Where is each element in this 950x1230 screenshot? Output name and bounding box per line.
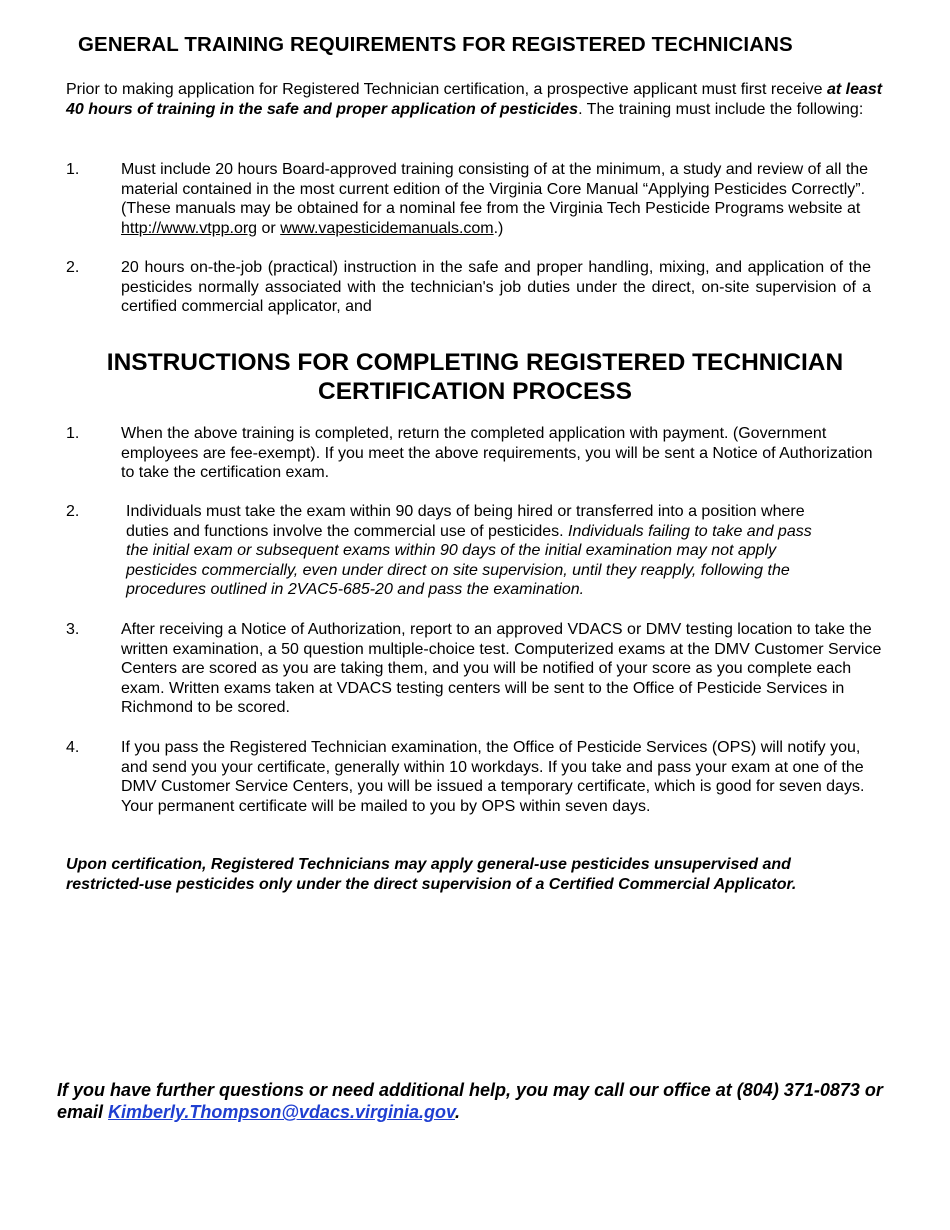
training-item-1-end: .) <box>493 219 504 237</box>
heading-training-requirements: GENERAL TRAINING REQUIREMENTS FOR REGISTERED TECHNICIANS <box>78 33 793 56</box>
training-item-text: 20 hours on-the-job (practical) instruction in the safe and proper handling, mixing, and application of the pesticides normally associated with the technician's job duties under the direct, on-site supervision of a certified commercial applicator, and <box>121 259 871 316</box>
heading-instructions-line1: INSTRUCTIONS FOR COMPLETING REGISTERED TECHNICIAN <box>106 349 844 376</box>
intro-paragraph <box>66 80 886 120</box>
intro-text-after: . The training must include the following: <box>578 101 864 118</box>
instruction-item-number: 2. <box>66 503 80 520</box>
training-item-1-between: or <box>257 219 281 237</box>
contact-help-end: . <box>455 1102 461 1122</box>
training-item-number: 1. <box>66 161 80 178</box>
instruction-item-2-italic: Individuals failing to take and pass the initial exam or subsequent exams within 90 days of the initial examination may not apply pesticides commercially, even under direct on site supervision, until they reapply, following the procedures outlined in 2VAC5-685-20 and pass the examination. <box>126 522 812 599</box>
intro-emphasis: at least 40 hours of training in the safe and proper application of pesticides <box>66 81 883 118</box>
email-link[interactable]: Kimberly.Thompson@vdacs.virginia.gov <box>108 1102 455 1122</box>
training-item-text <box>121 160 891 238</box>
instruction-item-text <box>126 502 826 600</box>
contact-help-text: If you have further questions or need additional help, you may call our office at (804) 371-0873 or email <box>57 1080 883 1122</box>
instruction-item-number: 1. <box>66 425 80 442</box>
instruction-item-number: 4. <box>66 739 80 756</box>
instruction-item-text: When the above training is completed, return the completed application with payment. (Government employees are fee-exempt). If you meet the above requirements, you will be sent a Notice of Authorization to take the certification exam. <box>121 425 873 482</box>
intro-text-before: Prior to making application for Registered Technician certification, a prospective applicant must first receive <box>66 81 827 98</box>
instruction-item-number: 3. <box>66 621 80 638</box>
heading-instructions-line2: CERTIFICATION PROCESS <box>318 378 632 405</box>
vapesticidemanuals-link[interactable]: www.vapesticidemanuals.com <box>280 219 494 237</box>
training-item-number: 2. <box>66 259 80 276</box>
heading-instructions <box>0 348 950 406</box>
instruction-item-text: After receiving a Notice of Authorization, report to an approved VDACS or DMV testing location to take the written examination, a 50 question multiple-choice test. Computerized exams at the DMV Customer Service Centers are scored as you are taking them, and you will be notified of your score as you complete each exam. Written exams taken at VDACS testing centers will be sent to the Office of Pesticide Services in Richmond to be scored. <box>121 621 882 717</box>
instruction-item-2-body: Individuals must take the exam within 90 days of being hired or transferred into a position where duties and functions involve the commercial use of pesticides. <box>126 503 805 540</box>
training-item-1-body: Must include 20 hours Board-approved training consisting of at the minimum, a study and review of all the material contained in the most current edition of the Virginia Core Manual “Applying Pesticides Correctly”. (These manuals may be obtained for a nominal fee from the Virginia Tech Pesticide Programs website at <box>121 161 869 218</box>
certification-note: Upon certification, Registered Technicians may apply general-use pesticides unsupervised and restricted-use pesticides only under the direct supervision of a Certified Commercial Applicator. <box>66 856 797 893</box>
instruction-item-text: If you pass the Registered Technician examination, the Office of Pesticide Services (OPS) will notify you, and send you your certificate, generally within 10 workdays. If you take and pass your exam at one of the DMV Customer Service Centers, you will be issued a temporary certificate, which is good for seven days. Your permanent certificate will be mailed to you by OPS within seven days. <box>121 739 865 815</box>
contact-help <box>57 1079 917 1123</box>
vtpp-link[interactable]: http://www.vtpp.org <box>121 219 258 237</box>
